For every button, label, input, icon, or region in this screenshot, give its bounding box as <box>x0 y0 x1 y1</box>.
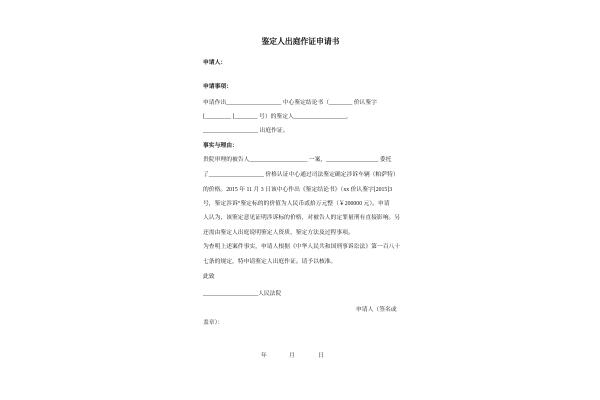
facts-line: 号，鉴定涉诉“鉴定标的的价值为人民币贰拾万元整（￥200000 元）。申请 <box>203 201 390 207</box>
signature-label: 申请人（签名或 <box>356 307 397 313</box>
facts-line: 为查明上述案件事实，申请人根据《中华人民共和国刑事诉讼法》第一百八十 <box>203 244 401 250</box>
document-title: 鉴定人出庭作证申请书 <box>261 37 340 46</box>
date-month-label: 月 <box>289 353 295 359</box>
facts-line: 七条的规定，特申请鉴定人出庭作证。请予以核准。 <box>203 259 337 265</box>
court-line: ___________________人民法院 <box>203 291 282 297</box>
facts-line: 了___________________ 价格认证中心通过司法鉴定确定涉诉车辆（帕萨特） <box>203 172 399 178</box>
salutation: 此致 <box>203 274 215 280</box>
facts-heading: 事实与理由： <box>203 143 238 149</box>
date-year-label: 年 <box>261 353 267 359</box>
signature-label-continued: 盖章）： <box>203 320 224 326</box>
date-day-label: 日 <box>318 353 324 359</box>
facts-line: 还需由鉴定人出庭说明鉴定人资质、鉴定方法及过程事项。 <box>203 230 354 236</box>
facts-line: 贵院审理的被告人____________________ 一案，__________________ 委托 <box>203 157 392 163</box>
facts-line: 的价格。2015 年 11 月 3 日该中心作出《鉴定结论书》（xx 价认鉴字[2015]3 <box>203 187 393 193</box>
facts-line: 人认为，该鉴定意见证明涉诉标的价格，对被告人的定罪量刑有直接影响。另 <box>203 215 401 221</box>
request-line: ___________________ 出庭作证。 <box>203 128 289 134</box>
request-line: 申请作出___________________ 中心鉴定结论书（________ 价认鉴字 <box>203 100 377 106</box>
request-line: [_________ ]________ 号）的鉴定人__________________， <box>203 114 352 120</box>
applicant-label: 申请人： <box>203 60 227 66</box>
request-heading: 申请事项： <box>203 84 232 90</box>
